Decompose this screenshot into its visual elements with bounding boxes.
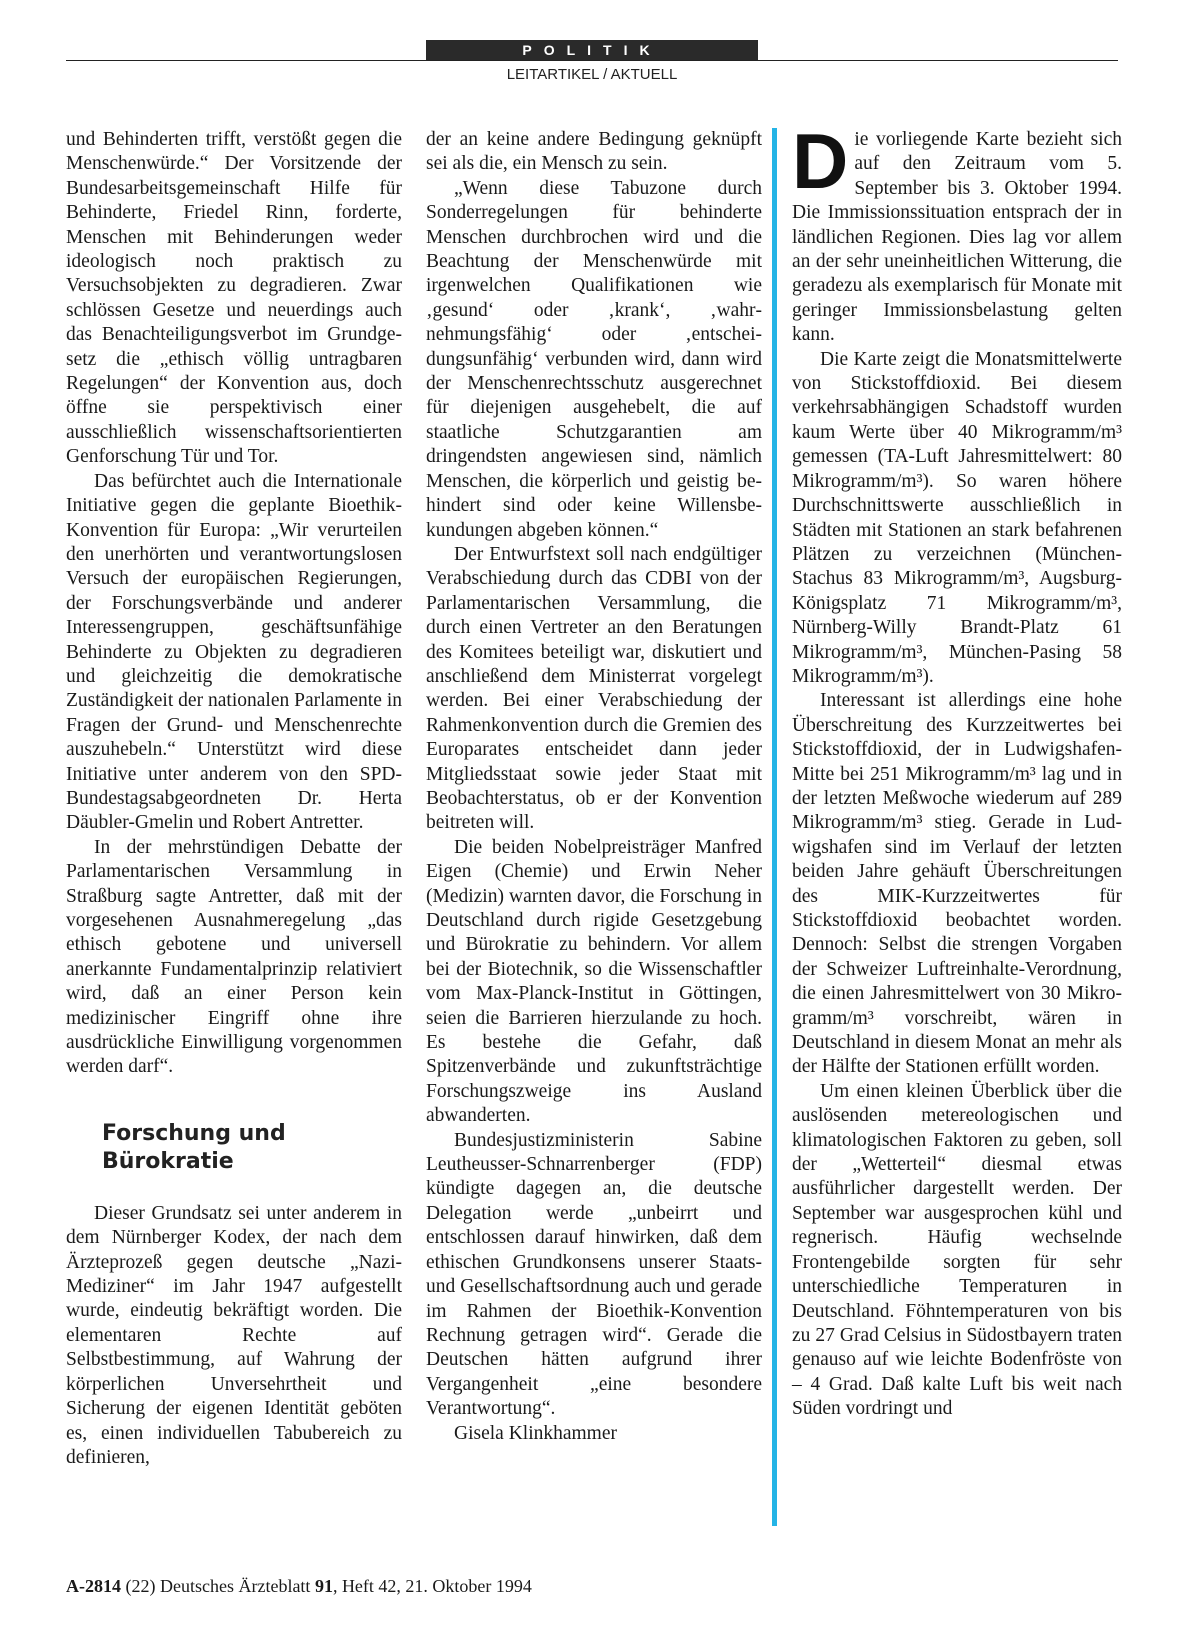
article-column-3 [786, 117, 1122, 1422]
article-column-2 [426, 128, 762, 1446]
paragraph [792, 117, 1122, 348]
page-code: A-2814 [66, 1576, 121, 1596]
paragraph: Bundesjustizministerin Sabine Leutheusser-Schnarrenberger (FDP) kündigte dagegen an, die deutsche Delegation werde „unbeirrt und entschlossen darauf hinwirken, daß dem ethischen Grundkonsens unserer Staats- und Gesellschaftsordnung auch und gerade im Rahmen der Bioethik-Konvention Rechnung getragen wird“. Gerade die Deutschen hätten aufgrund ihrer Vergangenheit „eine besondere Verantwortung“. [426, 1129, 762, 1420]
paragraph: Die beiden Nobelpreisträger Manfred Eigen (Chemie) und Erwin Neher (Medizin) warnten davor, die Forschung in Deutschland durch rigide Gesetzgebung und Bürokratie zu behindern. Vor allem bei der Biotechnik, so die Wissenschaftler vom Max-Planck-Institut in Göttingen, seien die Barrieren hierzulande zu hoch. Es bestehe die Gefahr, daß Spitzenverbände und zukunftsträchtige Forschungszweige ins Ausland abwanderten. [426, 836, 762, 1127]
accent-bar [772, 128, 777, 1526]
author-byline: Gisela Klinkhammer [454, 1422, 617, 1444]
section-header-politik: POLITIK [426, 40, 758, 60]
subheading [102, 1120, 402, 1176]
footer-volume: 91 [314, 1576, 333, 1596]
page-footer [66, 1576, 532, 1597]
paragraph: Der Entwurfstext soll nach endgültiger Verabschiedung durch das CDBI von der Parlamentarischen Versammlung, die durch einen Vertreter an den Beratungen des Komitees beteiligt war, diskutiert und anschließend dem Ministerrat vorgelegt werden. Bei einer Verabschiedung der Rahmenkonvention durch die Gremien des Europarates entscheidet dann jeder Mitgliedsstaat sowie jeder Staat mit Beobachterstatus, ob er der Konvention beitreten will. [426, 543, 762, 834]
article-column-1 [66, 128, 402, 1470]
paragraph: Dieser Grundsatz sei unter anderem in dem Nürnberger Kodex, der nach dem Ärzteprozeß gegen deutsche „Nazi-Mediziner“ im Jahr 1947 aufgestellt wurde, eindeutig bekräftigt worden. Die elementaren Rechte auf Selbstbestimmung, auf Wahrung der körperlichen Unversehrtheit und Sicherung der eigenen Identität geböten es, einen individuellen Tabubereich zu definieren, [66, 1202, 402, 1468]
subheading-line-2: Bürokratie [102, 1148, 234, 1174]
subsection-label: LEITARTIKEL / AKTUELL [506, 66, 678, 83]
paragraph: In der mehrstündigen Debatte der Parlamentarischen Versammlung in Straßburg sagte Antretter, daß mit der vorgesehenen Ausnahmeregelung „das ethisch gebotene und universell anerkannte Fundamentalprinzip relativiert wird, daß an einer Person kein medizinischer Eingriff ohne ihre ausdrückliche Einwilligung vorgenommen werden darf“. [66, 836, 402, 1078]
paragraph: „Wenn diese Tabuzone durch Sonderregelungen für behinderte Menschen durchbrochen wird und die Beachtung der Menschenwürde mit irgenwelchen Qualifikationen wie ‚gesund‘ oder ‚krank‘, ‚wahrnehmungsfähig‘ oder ‚entscheidungsunfähig‘ verbunden wird, dann wird der Menschenrechtsschutz ausgerechnet für diejenigen ausgehebelt, die auf staatliche Schutzgarantien am dringendsten angewiesen sind, nämlich Menschen, die körperlich und geistig behindert sind oder keine Willensbekundungen abgeben können.“ [426, 177, 762, 541]
subheading-line-1: Forschung und [102, 1120, 286, 1146]
paragraph: Die Karte zeigt die Monatsmittelwerte von Stickstoffdioxid. Bei diesem verkehrsabhängigen Schadstoff wurden kaum Werte über 40 Mikrogramm/m³ gemessen (TA-Luft Jahresmittelwert: 80 Mikrogramm/m³). So waren höhere Durchschnittswerte ausschließlich in Städten mit Stationen an stark befahrenen Plätzen zu verzeichnen (München-Stachus 83 Mikrogramm/m³, Augsburg-Königsplatz 71 Mikrogramm/m³, Nürnberg-Willy Brandt-Platz 61 Mikrogramm/m³, München-Pasing 58 Mikrogramm/m³). [792, 348, 1122, 687]
paragraph-text: ie vorliegende Karte bezieht sich auf den Zeitraum vom 5. September bis 3. Oktober 1994. Die Immissionssituation entsprach der in ländlichen Regionen. Dies lag vor allem an der sehr uneinheitlichen Witterung, die geradezu als exemplarisch für Monate mit geringer Immissionsbelastung gelten kann. [792, 129, 1122, 346]
paragraph: Interessant ist allerdings eine hohe Überschreitung des Kurzzeitwertes bei Stickstoffdioxid, der in Ludwigshafen-Mitte bei 251 Mikrogramm/m³ lag und in der letzten Meßwoche wiederum auf 289 Mikrogramm/m³ stieg. Gerade in Ludwigshafen sind im Verlauf der letzten beiden Jahre gehäuft Überschreitungen des MIK-Kurzzeitwertes für Stickstoffdioxid beobachtet worden. Dennoch: Selbst die strengen Vorgaben der Schweizer Luftreinhalte-Verordnung, die einen Jahresmittelwert von 30 Mikrogramm/m³ vorschreibt, wären in Deutschland in diesem Monat an mehr als der Hälfte der Stationen erfüllt worden. [792, 690, 1122, 1078]
footer-publication: (22) Deutsches Ärzteblatt [121, 1576, 315, 1596]
paragraph: Das befürchtet auch die Internationale Initiative gegen die geplante Bioethik-Konvention für Europa: „Wir verurteilen den unerhörten und verantwortungslosen Versuch der europäischen Regierungen, der Forschungsverbände und anderer Interessengruppen, geschäftsunfähige Behinderte zu Objekten zu degradieren und gleichzeitig die demokratische Zuständigkeit der nationalen Parlamente in Fragen der Grund- und Menschenrechte auszuhebeln.“ Unterstützt wird diese Initiative unter anderem von den SPD-Bundestagsabgeordneten Dr. Herta Däubler-Gmelin und Robert Antretter. [66, 470, 402, 834]
header-rule [66, 60, 1118, 61]
drop-cap: D [792, 117, 849, 205]
paragraph: Um einen kleinen Überblick über die auslösenden metereologischen und klimatologischen Faktoren zu geben, soll der „Wetterteil“ diesmal etwas ausführlicher dargestellt werden. Der September war ausgesprochen kühl und regnerisch. Häufig wechselnde Frontengebilde sorgten für sehr unterschiedliche Temperaturen in Deutschland. Föhntemperaturen von bis zu 27 Grad Celsius in Südostbayern traten genauso auf wie leichte Bodenfröste von – 4 Grad. Daß kalte Luft bis weit nach Süden vordringt und [792, 1080, 1122, 1420]
paragraph: und Behinderten trifft, verstößt gegen die Menschenwürde.“ Der Vorsitzende der Bundesarbeitsgemeinschaft Hilfe für Behinderte, Friedel Rinn, forderte, Menschen mit Behinderungen weder ideologisch noch praktisch zu Versuchsobjekten zu degradieren. Zwar schlössen Gesetze und neuerdings auch das Benachteiligungsverbot im Grundgesetz die „ethisch völlig untragbaren Regelungen“ der Konvention aus, doch öffne sie perspektivisch einer ausschließlich wissenschaftsorientierten Genforschung Tür und Tor. [66, 129, 402, 468]
footer-issue-date: , Heft 42, 21. Oktober 1994 [332, 1576, 532, 1596]
paragraph: der an keine andere Bedingung geknüpft sei als die, ein Mensch zu sein. [426, 129, 762, 175]
